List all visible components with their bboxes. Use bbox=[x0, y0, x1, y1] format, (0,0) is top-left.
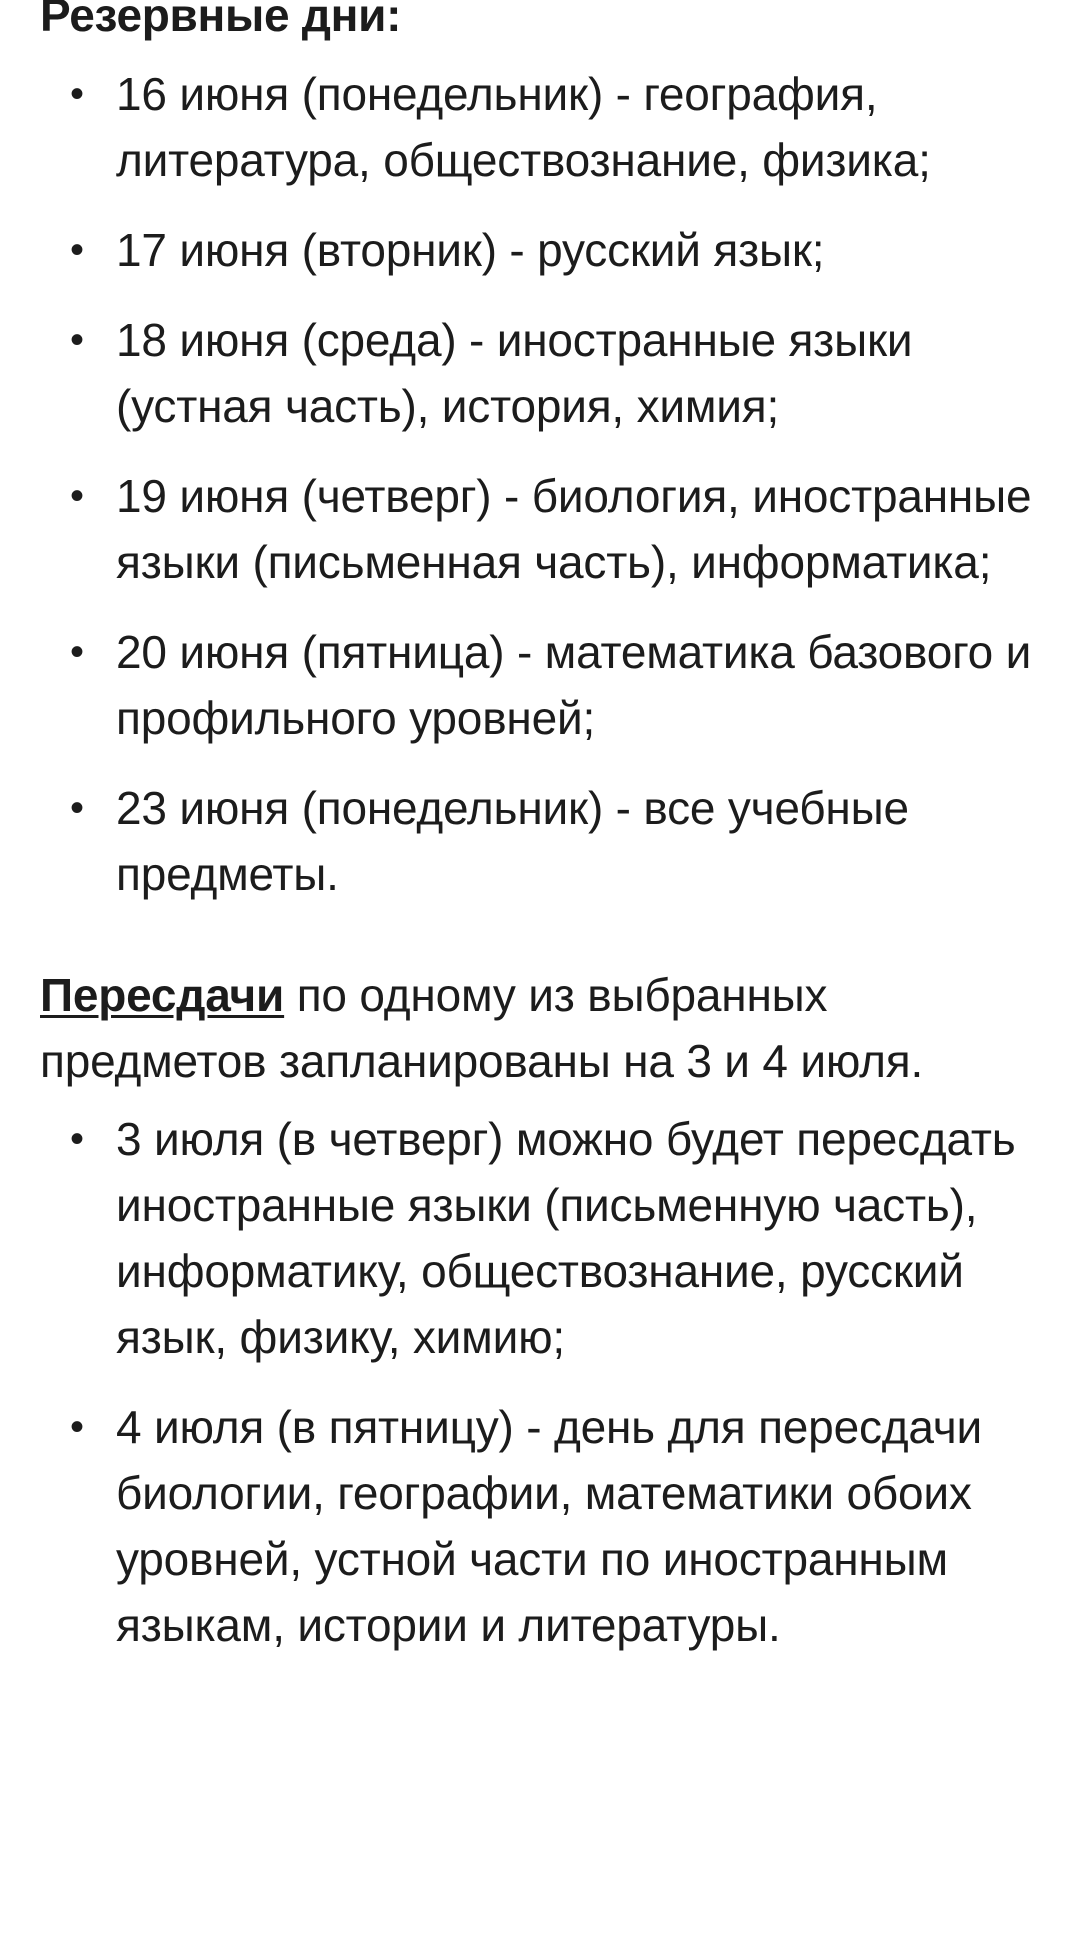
retakes-intro-text: по одному из выбранных предметов запланированы на 3 и 4 июля. bbox=[40, 969, 924, 1087]
list-item bbox=[40, 61, 1040, 193]
bullet-icon: • bbox=[70, 786, 84, 830]
bullet-icon: • bbox=[70, 1117, 84, 1161]
retakes-intro bbox=[40, 962, 1040, 1094]
bullet-icon: • bbox=[70, 318, 84, 362]
retakes-link[interactable]: Пересдачи bbox=[40, 969, 285, 1021]
list-item bbox=[40, 619, 1040, 751]
reserve-days-heading: Резервные дни: bbox=[40, 0, 402, 41]
list-item-text: 17 июня (вторник) - русский язык; bbox=[116, 224, 825, 276]
list-item bbox=[40, 775, 1040, 907]
bullet-icon: • bbox=[70, 474, 84, 518]
list-item bbox=[40, 1394, 1040, 1658]
bullet-icon: • bbox=[70, 228, 84, 272]
list-item-text: 19 июня (четверг) - биология, иностранные языки (письменная часть), информатика; bbox=[116, 470, 1032, 588]
list-item-text: 4 июля (в пятницу) - день для пересдачи биологии, географии, математики обоих уровней, устной части по иностранным языкам, истории и литературы. bbox=[116, 1401, 983, 1651]
list-item bbox=[40, 1106, 1040, 1370]
bullet-icon: • bbox=[70, 630, 84, 674]
list-item-text: 3 июля (в четверг) можно будет пересдать иностранные языки (письменную часть), информатику, обществознание, русский язык, физику, химию; bbox=[116, 1113, 1016, 1363]
list-item-text: 16 июня (понедельник) - география, литература, обществознание, физика; bbox=[116, 68, 931, 186]
list-item bbox=[40, 307, 1040, 439]
list-item bbox=[40, 217, 1040, 283]
retakes-list bbox=[40, 1106, 1040, 1658]
bullet-icon: • bbox=[70, 72, 84, 116]
list-item bbox=[40, 463, 1040, 595]
reserve-days-list bbox=[40, 61, 1040, 907]
list-item-text: 23 июня (понедельник) - все учебные предметы. bbox=[116, 782, 909, 900]
list-item-text: 18 июня (среда) - иностранные языки (устная часть), история, химия; bbox=[116, 314, 913, 432]
list-item-text: 20 июня (пятница) - математика базового и профильного уровней; bbox=[116, 626, 1032, 744]
bullet-icon: • bbox=[70, 1405, 84, 1449]
